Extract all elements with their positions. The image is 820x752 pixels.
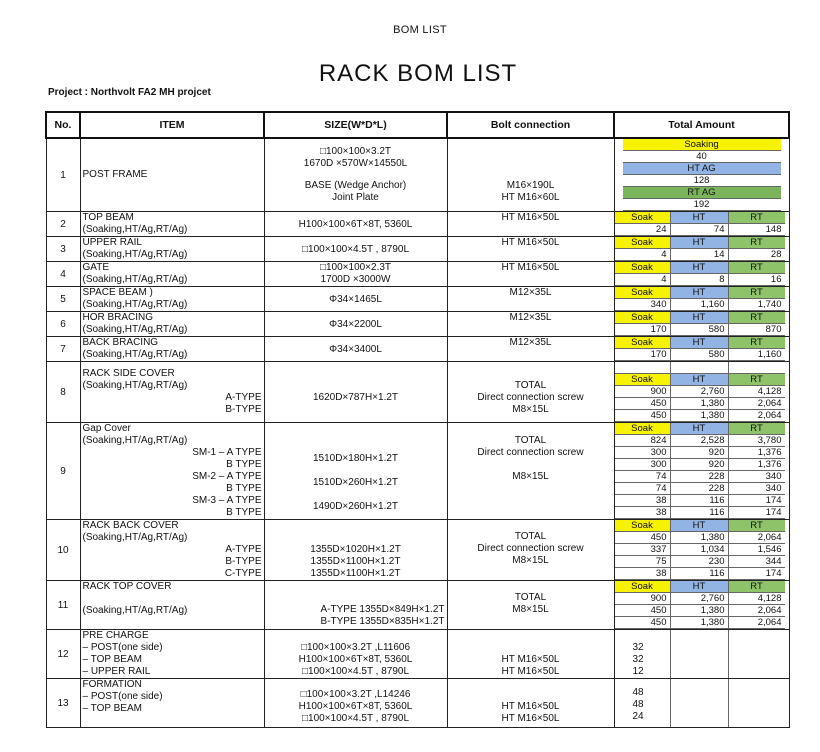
item-cell: [80, 630, 264, 679]
bolt-line: M8×15L: [512, 403, 549, 415]
soak-value: 4: [615, 274, 671, 286]
item-sub: – UPPER RAIL: [82, 666, 151, 677]
item-name: TOP BEAM: [82, 212, 134, 223]
item-name: POST FRAME: [82, 169, 148, 180]
page-title: RACK BOM LIST: [318, 60, 518, 87]
ht-value: 1,380: [671, 617, 729, 629]
ht-value: 920: [671, 447, 729, 459]
rt-value: 1,546: [729, 544, 785, 556]
row-no: 2: [46, 212, 80, 237]
ht-header: HT: [671, 337, 729, 349]
item-sub: (Soaking,HT/Ag,RT/Ag): [82, 224, 188, 235]
ht-value: 1,380: [671, 410, 729, 422]
item-name: RACK TOP COVER: [82, 581, 172, 592]
soak-value: 450: [615, 605, 671, 617]
project-label: Project : Northvolt FA2 MH projcet: [48, 87, 211, 98]
ht-value: 1,160: [671, 299, 729, 311]
bolt-cell: [447, 520, 614, 581]
soak-value: 300: [615, 447, 671, 459]
size-line: Joint Plate: [332, 192, 379, 203]
amount-cell: [614, 423, 789, 520]
item-cell: [80, 237, 264, 262]
amount-cell: [614, 312, 789, 337]
ht-value: 580: [671, 324, 729, 336]
empty-cell: [729, 679, 785, 727]
rt-value: 2,064: [729, 532, 785, 544]
ht-value: 228: [671, 471, 729, 483]
item-type: B-TYPE: [225, 404, 262, 415]
row-no: 6: [46, 312, 80, 337]
ht-value: 920: [671, 459, 729, 471]
item-cell: [80, 362, 264, 423]
item-sub: (Soaking,HT/Ag,RT/Ag): [82, 299, 188, 310]
soak-value: 24: [632, 711, 644, 722]
size-line: □100×100×4.5T , 8790L: [301, 713, 410, 724]
table-row: [46, 287, 789, 312]
soak-value: 340: [615, 299, 671, 311]
bolt-cell: [447, 362, 614, 423]
soak-value: 74: [615, 471, 671, 483]
ht-value: 1,034: [671, 544, 729, 556]
ht-value: 228: [671, 483, 729, 495]
rt-header: RT: [729, 581, 785, 593]
ht-header: HT: [671, 520, 729, 532]
soak-value: 170: [615, 324, 671, 336]
rt-header: RT: [729, 262, 785, 274]
soak-value: 32: [632, 642, 644, 653]
item-sub: (Soaking,HT/Ag,RT/Ag): [82, 605, 188, 616]
amount-cell: [614, 362, 789, 423]
size-line: 1510D×260H×1.2T: [312, 477, 399, 488]
row-no: 4: [46, 262, 80, 287]
ht-value: 2,760: [671, 593, 729, 605]
size-line: □100×100×2.3T: [319, 262, 392, 273]
row-no: 8: [46, 362, 80, 423]
bolt-line: M16×190L: [506, 180, 555, 191]
rt-value: 16: [729, 274, 785, 286]
empty-cell: [729, 630, 785, 678]
empty-cell: [671, 630, 729, 678]
bolt-cell: [447, 630, 614, 679]
item-name: SPACE BEAM ): [82, 287, 153, 298]
rt-header: RT: [729, 374, 785, 386]
soaking-label: Soaking: [623, 139, 781, 151]
item-sub: – TOP BEAM: [82, 654, 142, 665]
bolt-cell: HT M16×50L: [447, 212, 614, 237]
table-row: [46, 237, 789, 262]
rt-value: 1,376: [729, 447, 785, 459]
empty-cell: [671, 679, 729, 727]
table-row: [46, 581, 789, 630]
item-cell: [80, 262, 264, 287]
ht-value: 14: [671, 249, 729, 261]
row-no: 11: [46, 581, 80, 630]
spacer: [615, 362, 671, 374]
size-line: □100×100×3.2T ,L14246: [300, 689, 411, 700]
item-sub: (Soaking,HT/Ag,RT/Ag): [82, 380, 188, 391]
bolt-line: HT M16×50L: [501, 713, 560, 724]
soak-value: 450: [615, 617, 671, 629]
amount-cell: [614, 630, 789, 679]
soak-header: Soak: [615, 520, 671, 532]
item-sub: – TOP BEAM: [82, 703, 142, 714]
item-type: SM-3 – A TYPE: [192, 495, 262, 506]
ht-ag-label: HT AG: [623, 163, 781, 175]
table-row: [46, 312, 789, 337]
item-name: Gap Cover: [82, 423, 131, 434]
bolt-cell: HT M16×50L: [447, 262, 614, 287]
item-type: A-TYPE: [225, 392, 262, 403]
ht-value: 1,380: [671, 398, 729, 410]
bolt-cell: M12×35L: [447, 337, 614, 362]
item-sub: (Soaking,HT/Ag,RT/Ag): [82, 249, 188, 260]
item-sub: (Soaking,HT/Ag,RT/Ag): [82, 324, 188, 335]
item-cell: [80, 287, 264, 312]
ht-header: HT: [671, 237, 729, 249]
soak-value: 12: [632, 666, 644, 677]
soak-value: 32: [632, 654, 644, 665]
amount-cell: [614, 337, 789, 362]
row-no: 3: [46, 237, 80, 262]
soak-value: 4: [615, 249, 671, 261]
bolt-line: HT M16×50L: [501, 654, 560, 665]
bolt-cell: [447, 581, 614, 630]
soak-value: 337: [615, 544, 671, 556]
table-row: [46, 262, 789, 287]
bolt-cell: M12×35L: [447, 287, 614, 312]
rt-value: 2,064: [729, 605, 785, 617]
size-line: 1700D ×3000W: [320, 274, 391, 285]
bolt-line: HT M16×60L: [501, 192, 560, 203]
ht-header: HT: [671, 312, 729, 324]
soak-value: 900: [615, 593, 671, 605]
size-cell: Φ34×2200L: [264, 312, 447, 337]
ht-header: HT: [671, 287, 729, 299]
soak-value: 450: [615, 410, 671, 422]
soak-value: 170: [615, 349, 671, 361]
rt-value: 174: [729, 507, 785, 519]
bolt-cell: M12×35L: [447, 312, 614, 337]
size-cell: [264, 581, 447, 630]
item-cell: [80, 337, 264, 362]
col-item-header: ITEM: [80, 112, 264, 138]
bolt-total: TOTAL: [514, 592, 547, 603]
amount-cell: [614, 262, 789, 287]
soak-header: Soak: [615, 287, 671, 299]
size-line: □100×100×3.2T: [319, 146, 392, 157]
bolt-line: Direct connection screw: [477, 543, 584, 554]
table-row: [46, 362, 789, 423]
bolt-line: Direct connection screw: [477, 391, 584, 403]
row-no: 12: [46, 630, 80, 679]
table-header-row: [46, 112, 789, 138]
size-line: 1355D×1100H×1.2T: [310, 556, 401, 567]
item-sub: (Soaking,HT/Ag,RT/Ag): [82, 274, 188, 285]
ht-value: 230: [671, 556, 729, 568]
soak-value: 74: [615, 483, 671, 495]
item-type: SM-2 – A TYPE: [192, 471, 262, 482]
item-name: RACK SIDE COVER: [82, 368, 175, 379]
ht-value: 1,380: [671, 605, 729, 617]
col-size-header: SIZE(W*D*L): [264, 112, 447, 138]
item-name: GATE: [82, 262, 109, 273]
soak-value: 824: [615, 435, 671, 447]
rt-header: RT: [729, 237, 785, 249]
size-line: A-TYPE 1355D×849H×1.2T: [320, 604, 445, 615]
item-sub: – POST(one side): [82, 642, 163, 653]
soak-header: Soak: [615, 581, 671, 593]
soak-header: Soak: [615, 423, 671, 435]
item-sub: (Soaking,HT/Ag,RT/Ag): [82, 435, 188, 446]
rt-value: 3,780: [729, 435, 785, 447]
amount-cell: [614, 287, 789, 312]
item-sub: (Soaking,HT/Ag,RT/Ag): [82, 532, 188, 543]
bolt-cell: [447, 423, 614, 520]
soak-value: 38: [615, 568, 671, 580]
item-name: HOR BRACING: [82, 312, 154, 323]
col-no-header: No.: [46, 112, 80, 138]
bolt-line: M8×15L: [512, 604, 549, 615]
table-row: [46, 630, 789, 679]
rt-value: 2,064: [729, 410, 785, 422]
rt-header: RT: [729, 423, 785, 435]
item-cell: [80, 581, 264, 630]
rt-value: 340: [729, 471, 785, 483]
amount-cell: [614, 138, 789, 212]
size-line: □100×100×3.2T ,L11606: [300, 642, 411, 653]
row-no: 13: [46, 679, 80, 728]
size-cell: [264, 520, 447, 581]
soak-header: Soak: [615, 312, 671, 324]
ht-header: HT: [671, 374, 729, 386]
soak-header: Soak: [615, 337, 671, 349]
amount-value: 40: [623, 151, 781, 163]
soak-header: Soak: [615, 374, 671, 386]
soak-value: 48: [632, 687, 644, 698]
soak-value: 38: [615, 495, 671, 507]
rt-header: RT: [729, 287, 785, 299]
size-line: □100×100×4.5T , 8790L: [301, 666, 410, 677]
item-cell: [80, 212, 264, 237]
amount-cell: [614, 237, 789, 262]
bolt-total: TOTAL: [514, 531, 547, 542]
bolt-line: HT M16×50L: [501, 666, 560, 677]
ht-value: 116: [671, 507, 729, 519]
bolt-cell: [447, 138, 614, 212]
rt-header: RT: [729, 312, 785, 324]
size-cell: [264, 679, 447, 728]
rt-value: 174: [729, 495, 785, 507]
size-cell: □100×100×4.5T , 8790L: [264, 237, 447, 262]
rt-value: 340: [729, 483, 785, 495]
ht-header: HT: [671, 581, 729, 593]
item-name: PRE CHARGE: [82, 630, 149, 641]
size-cell: Φ34×1465L: [264, 287, 447, 312]
item-type: SM-1 – A TYPE: [192, 447, 262, 458]
rt-value: 174: [729, 568, 785, 580]
soak-header: Soak: [615, 262, 671, 274]
item-name: UPPER RAIL: [82, 237, 142, 248]
table-row: [46, 212, 789, 237]
amount-cell: [614, 679, 789, 728]
rt-header: RT: [729, 212, 785, 224]
soak-header: Soak: [615, 212, 671, 224]
soak-value: 300: [615, 459, 671, 471]
col-total-header: Total Amount: [614, 112, 789, 138]
spacer: [671, 362, 729, 374]
bolt-line: M8×15L: [512, 471, 549, 482]
item-cell: [80, 679, 264, 728]
size-line: 1490D×260H×1.2T: [312, 501, 399, 512]
soak-value: 75: [615, 556, 671, 568]
item-type: B-TYPE: [225, 556, 262, 567]
ht-value: 74: [671, 224, 729, 236]
amount-cell: [614, 212, 789, 237]
soak-value: 24: [615, 224, 671, 236]
ht-header: HT: [671, 423, 729, 435]
item-type: A-TYPE: [225, 544, 262, 555]
size-cell: H100×100×6T×8T, 5360L: [264, 212, 447, 237]
amount-value: 192: [623, 199, 781, 211]
ht-value: 116: [671, 495, 729, 507]
item-cell: [80, 138, 264, 212]
bolt-line: M8×15L: [512, 555, 549, 566]
size-line: 1355D×1100H×1.2T: [310, 568, 401, 579]
item-sub: – POST(one side): [82, 691, 163, 702]
size-cell: [264, 630, 447, 679]
size-cell: [264, 138, 447, 212]
soak-value: 48: [632, 699, 644, 710]
soak-header: Soak: [615, 237, 671, 249]
size-cell: Φ34×3400L: [264, 337, 447, 362]
bom-table: [45, 111, 790, 728]
row-no: 5: [46, 287, 80, 312]
size-line: B-TYPE 1355D×835H×1.2T: [320, 616, 445, 627]
rt-header: RT: [729, 520, 785, 532]
col-bolt-header: Bolt connection: [447, 112, 614, 138]
table-row: [46, 423, 789, 520]
item-sub: (Soaking,HT/Ag,RT/Ag): [82, 349, 188, 360]
document-header: BOM LIST: [393, 24, 447, 36]
amount-cell: [614, 581, 789, 630]
row-no: 9: [46, 423, 80, 520]
amount-cell: [614, 520, 789, 581]
size-cell: [264, 262, 447, 287]
rt-header: RT: [729, 337, 785, 349]
item-name: RACK BACK COVER: [82, 520, 179, 531]
size-line: 1355D×1020H×1.2T: [310, 544, 401, 555]
size-line: 1670D ×570W×14550L: [303, 158, 408, 169]
ht-value: 2,760: [671, 386, 729, 398]
rt-value: 2,064: [729, 617, 785, 629]
size-line: H100×100×6T×8T, 5360L: [298, 701, 413, 712]
bolt-cell: [447, 679, 614, 728]
size-line: H100×100×6T×8T, 5360L: [298, 654, 413, 665]
size-cell: [264, 423, 447, 520]
size-line: BASE (Wedge Anchor): [304, 180, 407, 191]
table-row: [46, 337, 789, 362]
amount-value: 128: [623, 175, 781, 187]
rt-value: 4,128: [729, 386, 785, 398]
ht-header: HT: [671, 262, 729, 274]
rt-value: 148: [729, 224, 785, 236]
rt-value: 870: [729, 324, 785, 336]
table-row: [46, 138, 789, 212]
table-row: [46, 679, 789, 728]
bolt-line: Direct connection screw: [477, 447, 584, 458]
ht-value: 580: [671, 349, 729, 361]
row-no: 1: [46, 138, 80, 212]
item-type: B TYPE: [226, 459, 262, 470]
rt-value: 4,128: [729, 593, 785, 605]
rt-value: 344: [729, 556, 785, 568]
bolt-line: HT M16×50L: [501, 701, 560, 712]
soak-value: 900: [615, 386, 671, 398]
rt-value: 1,740: [729, 299, 785, 311]
item-name: FORMATION: [82, 679, 142, 690]
rt-value: 1,376: [729, 459, 785, 471]
rt-value: 28: [729, 249, 785, 261]
item-type: C-TYPE: [224, 568, 262, 579]
size-line: 1510D×180H×1.2T: [312, 453, 399, 464]
ht-value: 1,380: [671, 532, 729, 544]
bolt-cell: HT M16×50L: [447, 237, 614, 262]
ht-value: 116: [671, 568, 729, 580]
soak-value: 38: [615, 507, 671, 519]
bolt-total: TOTAL: [514, 379, 547, 391]
soak-value: 450: [615, 398, 671, 410]
item-cell: [80, 520, 264, 581]
bolt-total: TOTAL: [514, 435, 547, 446]
soak-value: 450: [615, 532, 671, 544]
ht-value: 8: [671, 274, 729, 286]
item-type: B TYPE: [226, 483, 262, 494]
rt-ag-label: RT AG: [623, 187, 781, 199]
spacer: [729, 362, 785, 374]
row-no: 10: [46, 520, 80, 581]
size-cell: [264, 362, 447, 423]
rt-value: 1,160: [729, 349, 785, 361]
table-row: [46, 520, 789, 581]
rt-value: 2,064: [729, 398, 785, 410]
row-no: 7: [46, 337, 80, 362]
item-type: B TYPE: [226, 507, 262, 518]
item-cell: [80, 423, 264, 520]
size-line: 1620D×787H×1.2T: [312, 392, 399, 403]
item-name: BACK BRACING: [82, 337, 159, 348]
ht-value: 2,528: [671, 435, 729, 447]
item-cell: [80, 312, 264, 337]
ht-header: HT: [671, 212, 729, 224]
